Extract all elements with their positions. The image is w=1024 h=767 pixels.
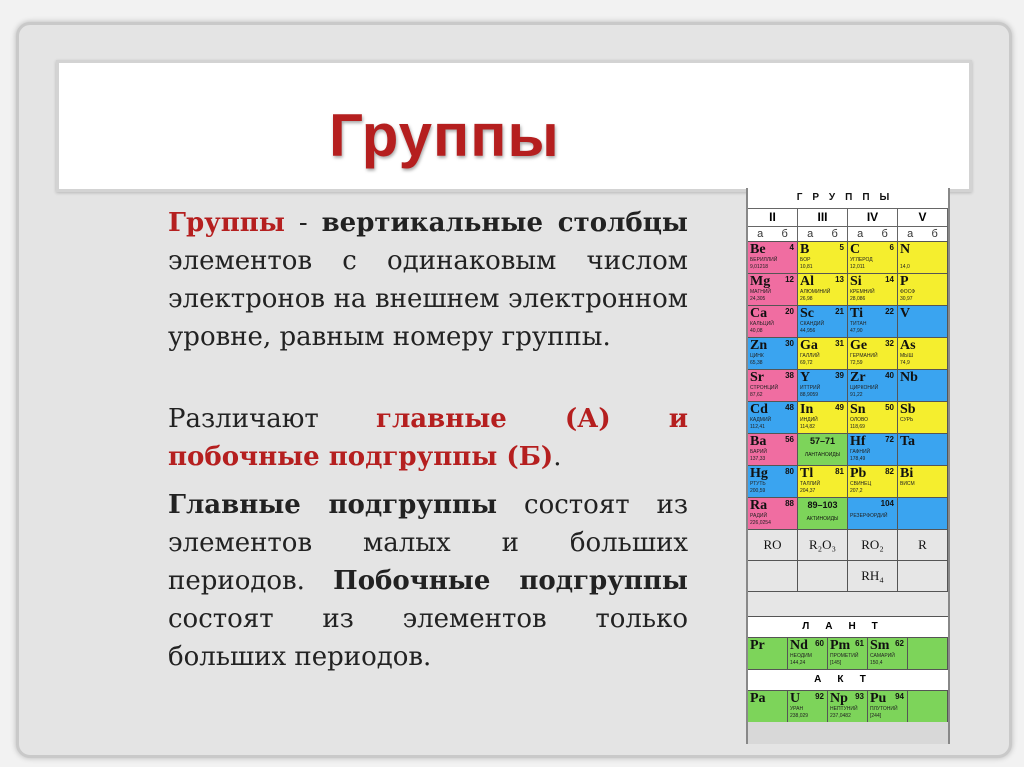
atomic-mass: 9,01218 [750,264,769,270]
subgroup-letter: а [857,228,864,240]
element-name: РТУТЬ [750,481,766,487]
atomic-mass: 238,029 [790,713,809,719]
element-series-name: АКТИНОИДЫ [806,516,839,522]
lanthanides-row [748,637,948,669]
element-series-name: ЛАНТАНОИДЫ [804,452,841,458]
element-name: РАДИЙ [750,513,768,519]
body-text [72,204,688,676]
element-row [748,337,948,369]
element-name: МЫШ [900,353,914,359]
element-name: ГАФНИЙ [850,449,871,455]
atomic-mass: 26,98 [800,296,813,302]
roman-numerals-row [748,208,948,226]
element-symbol: Bi [900,466,914,481]
element-cell [898,274,948,305]
hydride-formula [898,561,948,591]
element-symbol: P [900,274,909,289]
atomic-mass: 114,82 [800,424,815,430]
atomic-mass: 69,72 [800,360,813,366]
atomic-mass: 12,011 [850,264,865,270]
atomic-mass: 14,0 [900,264,910,270]
subgroup-letter: а [807,228,814,240]
atomic-number: 49 [835,403,844,412]
oxide-formula: R [898,530,948,560]
element-symbol: Hf [850,434,866,449]
element-cell [748,691,788,722]
table-gap [748,591,948,616]
atomic-mass: 204,37 [800,488,816,494]
element-cell [798,402,848,433]
element-cell [798,370,848,401]
element-name: САМАРИЙ [870,653,895,659]
element-symbol: Pr [750,638,765,653]
element-symbol: As [900,338,916,353]
atomic-number: 104 [880,499,894,508]
element-cell [748,306,798,337]
definition-paragraph [72,204,688,356]
atomic-number: 13 [835,275,844,284]
subgroups-end: . [553,442,562,472]
atomic-mass: 72,59 [850,360,863,366]
element-name: ЦИРКОНИЙ [850,385,879,391]
element-symbol: Sm [870,638,890,653]
subgroup-letter: б [831,228,838,240]
element-row [748,273,948,305]
element-cell [748,370,798,401]
element-name: ГАЛЛИЙ [800,353,820,359]
group-numeral: IV [848,209,898,226]
atomic-number: 61 [855,639,864,648]
element-symbol: Tl [800,466,814,481]
subgroup-letters-row [748,226,948,241]
element-symbol: Nb [900,370,918,385]
atomic-number: 93 [855,692,864,701]
element-name: СУРЬ [900,417,914,423]
atomic-mass: 200,59 [750,488,766,494]
element-cell [848,242,898,273]
table-groups-header: ГРУППЫ [748,188,948,208]
element-cell [748,466,798,497]
group-numeral: II [748,209,798,226]
element-name: ОЛОВО [850,417,869,423]
element-symbol: Zr [850,370,866,385]
hydride-formula-row [748,560,948,591]
atomic-number: 32 [885,339,894,348]
element-symbol: Zn [750,338,768,353]
element-cell [908,638,948,669]
element-symbol: Pb [850,466,867,481]
element-cell [798,242,848,273]
element-symbol: B [800,242,810,257]
atomic-mass: 144,24 [790,660,806,666]
element-name: БЕРИЛЛИЙ [750,257,778,263]
definition-bold: вертикальные столбцы [321,208,688,238]
subgroups-paragraph [72,400,688,476]
element-symbol: Si [850,274,862,289]
atomic-mass: 237,0482 [830,713,851,719]
atomic-mass: 74,9 [900,360,910,366]
element-name: ТАЛЛИЙ [800,481,821,487]
atomic-mass: 150,4 [870,660,883,666]
element-cell [868,691,908,722]
hydride-formula [798,561,848,591]
atomic-number: 88 [785,499,794,508]
element-cell [848,338,898,369]
group-numeral: V [898,209,948,226]
element-cell [798,274,848,305]
atomic-mass: 91,22 [850,392,863,398]
element-name: ВИСМ [900,481,915,487]
subgroup-letter: б [931,228,938,240]
element-cell [908,691,948,722]
element-symbol: Ra [750,498,768,513]
element-symbol: Ca [750,306,768,321]
element-symbol: In [800,402,814,417]
element-cell [788,691,828,722]
periodic-table-image [746,188,950,744]
atomic-number: 4 [789,243,794,252]
element-name: АЛЮМИНИЙ [800,289,831,295]
element-cell [898,306,948,337]
element-symbol: Nd [790,638,808,653]
element-cell [898,466,948,497]
atomic-number: 39 [835,371,844,380]
element-cell [748,338,798,369]
element-row [748,465,948,497]
element-row [748,497,948,529]
subgroup-letters [748,227,798,241]
element-series-cell: 89–103 АКТИНОИДЫ [798,498,848,529]
element-name: УГЛЕРОД [850,257,873,263]
atomic-mass: 47,90 [850,328,863,334]
element-cell [788,638,828,669]
main-subgroups-bold: Главные подгруппы [168,490,498,520]
element-name: КРЕМНИЙ [850,289,875,295]
element-symbol: Pu [870,691,887,706]
atomic-number: 72 [885,435,894,444]
atomic-number: 12 [785,275,794,284]
atomic-number: 81 [835,467,844,476]
atomic-mass: 24,305 [750,296,766,302]
element-symbol: C [850,242,861,257]
element-cell [748,638,788,669]
atomic-mass: [244] [870,713,882,719]
atomic-mass: 30,97 [900,296,913,302]
element-symbol: Sb [900,402,916,417]
atomic-number: 30 [785,339,794,348]
element-symbol: Sn [850,402,866,417]
subgroup-letter: а [907,228,914,240]
element-symbol: Sc [800,306,814,321]
atomic-number: 5 [839,243,844,252]
element-cell [848,370,898,401]
definition-rest: элементов с одинаковым числом электронов на внешнем электронном уровне, равным номеру группы. [168,246,688,352]
subgroup-letter: б [881,228,888,240]
atomic-mass: 65,38 [750,360,763,366]
atomic-number: 22 [885,307,894,316]
element-symbol: U [790,691,801,706]
element-name: НЕОДИМ [790,653,812,659]
element-row [748,305,948,337]
element-symbol: Mg [750,274,771,289]
atomic-number: 48 [785,403,794,412]
element-symbol: Pa [750,691,766,706]
atomic-mass: [145] [830,660,842,666]
atomic-number: 80 [785,467,794,476]
subgroup-letters [898,227,948,241]
atomic-mass: 112,41 [750,424,765,430]
element-name: ФОСФ [900,289,916,295]
atomic-number: 20 [785,307,794,316]
element-row [748,369,948,401]
element-rows [748,241,948,529]
actinides-row [748,690,948,722]
element-name: ТИТАН [850,321,867,327]
element-cell [898,434,948,465]
atomic-number: 62 [895,639,904,648]
element-name: ГЕРМАНИЙ [850,353,878,359]
oxide-formula-row [748,529,948,560]
element-name: ЦИНК [750,353,764,359]
element-symbol: Sr [750,370,764,385]
element-cell [798,466,848,497]
group-numeral: III [798,209,848,226]
lanthanides-label: ЛАНТ [748,616,948,637]
element-cell [748,242,798,273]
element-cell [898,498,948,529]
atomic-mass: 88,9059 [800,392,819,398]
element-symbol: V [900,306,911,321]
element-cell [828,638,868,669]
element-cell [898,402,948,433]
atomic-number: 38 [785,371,794,380]
element-name: МАГНИЙ [750,289,772,295]
element-name: БАРИЙ [750,449,768,455]
element-symbol: Ga [800,338,818,353]
slide-title: Группы [329,102,560,169]
element-cell [848,434,898,465]
element-name: БОР [800,257,811,263]
element-cell [848,274,898,305]
element-cell [868,638,908,669]
subgroup-letters [798,227,848,241]
element-name: ПЛУТОНИЙ [870,706,898,712]
term-groups: Группы [168,208,285,238]
subgroup-letters [848,227,898,241]
element-name: УРАН [790,706,804,712]
element-symbol: Ge [850,338,868,353]
dash: - [284,208,322,238]
subgroup-letter: б [781,228,788,240]
subgroup-letter: а [757,228,764,240]
element-name: СТРОНЦИЙ [750,385,779,391]
element-row [748,433,948,465]
atomic-number: 94 [895,692,904,701]
element-name: СКАНДИЙ [800,321,825,327]
element-symbol: Y [800,370,811,385]
element-name: ИТТРИЙ [800,385,821,391]
element-row [748,241,948,273]
hydride-formula [748,561,798,591]
element-cell [748,434,798,465]
element-cell [898,338,948,369]
oxide-formula: RO₂ [848,530,898,560]
atomic-mass: 10,81 [800,264,813,270]
element-symbol: Ti [850,306,863,321]
atomic-mass: 226,0254 [750,520,771,526]
atomic-mass: 178,49 [850,456,866,462]
element-cell [748,498,798,529]
element-cell [828,691,868,722]
oxide-formula: RO [748,530,798,560]
element-name: КАДМИЙ [750,417,772,423]
atomic-number: 82 [885,467,894,476]
side-subgroups-bold: Побочные подгруппы [333,566,688,596]
atomic-mass: 207,2 [850,488,863,494]
element-cell [898,242,948,273]
atomic-number: 40 [885,371,894,380]
atomic-mass: 40,08 [750,328,763,334]
element-name: РЕЗЕРФОРДИЙ [850,513,888,519]
element-cell [748,274,798,305]
side-subgroups-text: состоят из элементов только больших периодов. [168,604,688,672]
actinides-label: АКТ [748,669,948,690]
atomic-number: 14 [885,275,894,284]
subgroups-red: главные (А) и побочные подгруппы (Б) [168,404,689,472]
element-cell [848,498,898,529]
hydride-formula: RH₄ [848,561,898,591]
element-name: ПРОМЕТИЙ [830,653,859,659]
element-symbol: Be [750,242,766,257]
element-cell [898,370,948,401]
element-name: СВИНЕЦ [850,481,872,487]
atomic-mass: 137,33 [750,456,766,462]
atomic-number: 31 [835,339,844,348]
atomic-mass: 44,956 [800,328,816,334]
element-name: НЕПТУНИЙ [830,706,858,712]
element-symbol: Ta [900,434,916,449]
element-series-cell: 57–71 ЛАНТАНОИДЫ [798,434,848,465]
element-symbol: N [900,242,911,257]
element-cell [798,338,848,369]
element-cell [848,306,898,337]
atomic-number: 56 [785,435,794,444]
subgroups-detail-paragraph [72,486,688,676]
atomic-number: 6 [889,243,894,252]
atomic-number: 21 [835,307,844,316]
element-cell [848,402,898,433]
oxide-formula: R₂O₃ [798,530,848,560]
atomic-mass: 28,086 [850,296,866,302]
element-name: КАЛЬЦИЙ [750,321,774,327]
atomic-number: 92 [815,692,824,701]
element-name: ИНДИЙ [800,417,818,423]
element-symbol: Pm [830,638,851,653]
atomic-mass: 87,62 [750,392,763,398]
title-box [56,60,972,192]
atomic-number: 50 [885,403,894,412]
element-row [748,401,948,433]
subgroups-lead: Различают [168,404,377,434]
atomic-mass: 118,69 [850,424,865,430]
element-symbol: Np [830,691,848,706]
element-symbol: Hg [750,466,768,481]
element-symbol: Cd [750,402,768,417]
element-cell [848,466,898,497]
element-symbol: Ba [750,434,767,449]
element-symbol: Al [800,274,814,289]
element-cell [798,306,848,337]
atomic-number: 60 [815,639,824,648]
main-subgroups-text: состоят из элементов малых и больших периодов. [168,490,689,596]
element-cell [748,402,798,433]
